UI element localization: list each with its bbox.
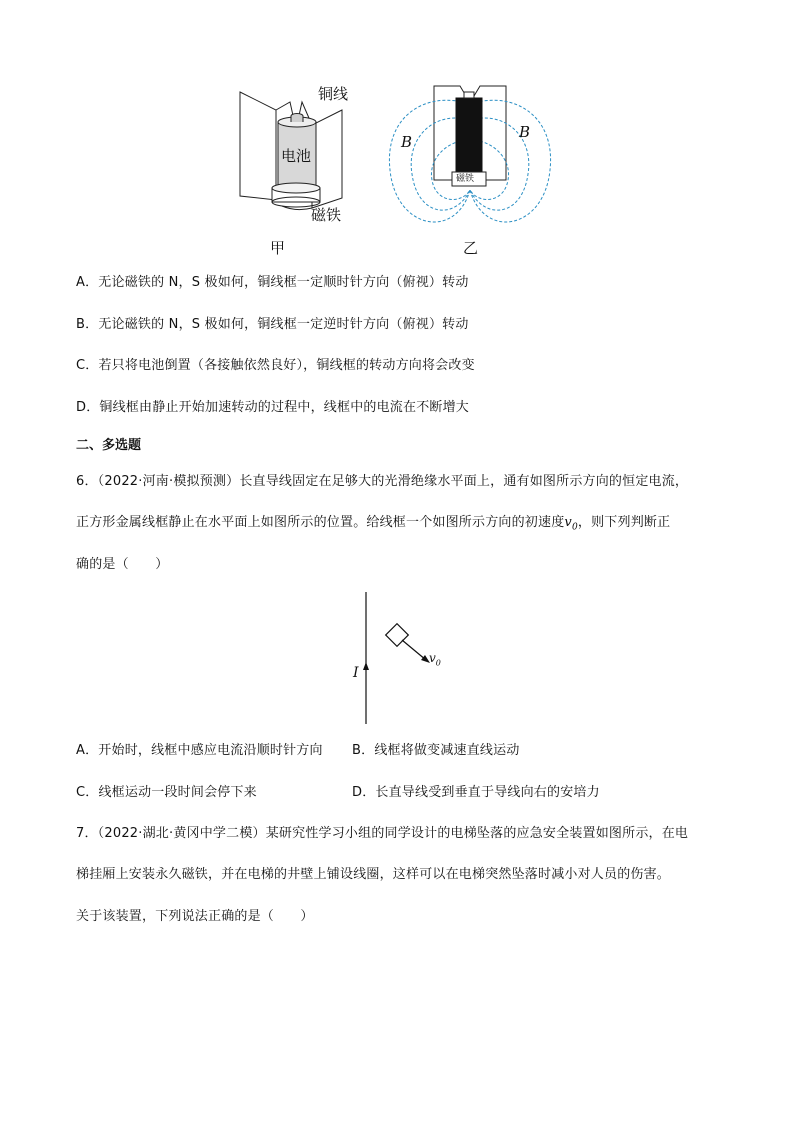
q7-stem-line-1: 7．（2022·湖北·黄冈中学二模）某研究性学习小组的同学设计的电梯坠落的应急安全装置如图所示，在电: [76, 826, 689, 841]
label-magnet-small: 磁铁: [456, 174, 475, 184]
label-battery: 电池: [281, 147, 312, 165]
q6-line2-before: 正方形金属线框静止在水平面上如图所示的位置。给线框一个如图所示方向的初速度: [76, 515, 565, 530]
q6-option-d: D．长直导线受到垂直于导线向右的安培力: [352, 785, 600, 800]
figure-battery-copper-frame: [232, 80, 372, 260]
q6-stem-line-2: [76, 514, 670, 537]
label-velocity-sub: 0: [435, 658, 441, 668]
q7-stem-line-2: 梯挂厢上安装永久磁铁，并在电梯的井壁上铺设线圈，这样可以在电梯突然坠落时减小对人员的伤害。: [76, 867, 671, 882]
label-magnet: 磁铁: [311, 206, 342, 224]
q5-option-d: D．铜线框由静止开始加速转动的过程中，线框中的电流在不断增大: [76, 400, 470, 415]
figure-wire-square-frame: [340, 590, 460, 730]
q6-line2-var: v: [564, 515, 572, 530]
label-b-right: B: [519, 123, 531, 141]
label-velocity-var: v: [429, 651, 436, 665]
q7-stem-line-3: 关于该装置，下列说法正确的是（ ）: [76, 909, 314, 924]
label-copper-wire: 铜线: [318, 85, 349, 103]
q6-line2-after: ，则下列判断正: [577, 515, 671, 530]
q5-option-c: C．若只将电池倒置（各接触依然良好），铜线框的转动方向将会改变: [76, 358, 475, 373]
caption-jia: 甲: [270, 239, 286, 257]
q6-stem-line-3: 确的是（ ）: [76, 557, 169, 572]
q5-option-b: B．无论磁铁的 N，S 极如何，铜线框一定逆时针方向（俯视）转动: [76, 317, 469, 332]
q6-line2-sub: 0: [571, 522, 578, 533]
figure-magnetic-field-lines: [386, 80, 556, 245]
q6-option-b: B．线框将做变减速直线运动: [352, 743, 520, 758]
label-velocity: [429, 651, 441, 667]
caption-yi: 乙: [463, 239, 479, 257]
q6-option-a: A．开始时，线框中感应电流沿顺时针方向: [76, 743, 323, 758]
label-current-i: I: [353, 665, 359, 681]
section-heading: 二、多选题: [76, 438, 142, 453]
label-b-left: B: [401, 133, 413, 151]
q6-option-c: C．线框运动一段时间会停下来: [76, 785, 257, 800]
q6-stem-line-1: 6．（2022·河南·模拟预测）长直导线固定在足够大的光滑绝缘水平面上，通有如图所示方向的恒定电流，: [76, 474, 689, 489]
q5-option-a: A．无论磁铁的 N，S 极如何，铜线框一定顺时针方向（俯视）转动: [76, 275, 469, 290]
